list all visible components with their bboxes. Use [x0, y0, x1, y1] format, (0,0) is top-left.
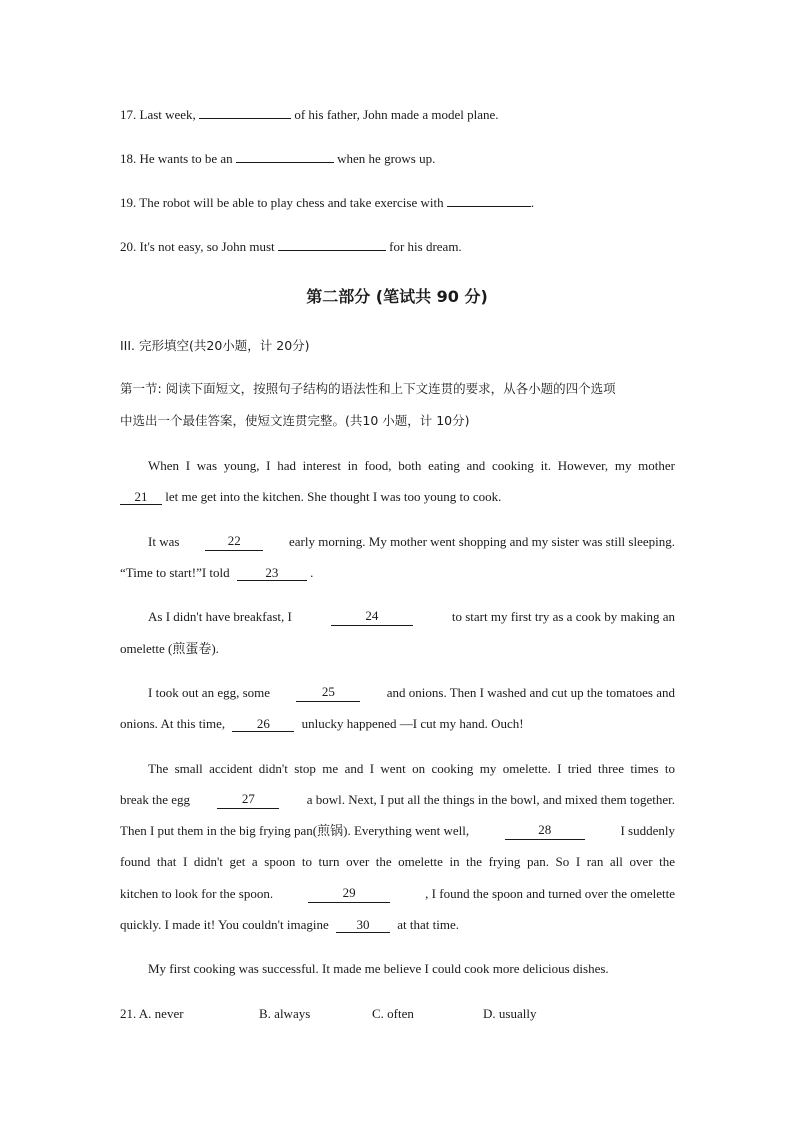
blank-25[interactable]: 25: [296, 684, 360, 702]
passage-p4-line2-pre: onions. At this time,: [120, 716, 226, 731]
passage-p5-line3: [120, 822, 675, 840]
passage-p5-line1: The small accident didn't stop me and I went on cooking my omelette. I tried three times to: [148, 761, 675, 776]
passage-p5-line3-post: I suddenly: [620, 823, 675, 838]
q17-text-pre: 17. Last week,: [120, 107, 196, 122]
question-18: [120, 148, 675, 168]
passage-p4-line1: [148, 684, 675, 702]
passage-p5-line5-post: , I found the spoon and turned over the omelette: [425, 886, 675, 901]
question-19: [120, 192, 675, 212]
blank-26[interactable]: 26: [232, 716, 294, 732]
passage-p3-line1: [148, 608, 675, 626]
passage-p2-line2: [120, 564, 675, 582]
passage-p3-line1-pre: As I didn't have breakfast, I: [148, 609, 292, 624]
passage-p5-line2: [120, 791, 675, 809]
passage-p2-line1: [148, 533, 675, 551]
q19-text-pre: 19. The robot will be able to play chess and take exercise with: [120, 195, 444, 210]
question-17: [120, 104, 675, 124]
passage-p3-line2: omelette (煎蛋卷).: [120, 641, 219, 656]
blank-23[interactable]: 23: [237, 565, 307, 581]
passage-p5-line4: found that I didn't get a spoon to turn over the omelette in the frying pan. So I ran all over the: [120, 854, 675, 869]
passage-p4-line2-post: unlucky happened —I cut my hand. Ouch!: [301, 716, 524, 731]
q19-blank[interactable]: [447, 192, 531, 207]
passage-p3-line1-post: to start my first try as a cook by making an: [451, 609, 675, 624]
passage-p5-line6-post: at that time.: [397, 917, 459, 932]
passage-p5-line6: [120, 916, 675, 934]
blank-21[interactable]: 21: [120, 489, 162, 505]
blank-30[interactable]: 30: [336, 917, 390, 933]
passage-p2-line2-post: .: [310, 565, 314, 580]
blank-29[interactable]: 29: [308, 885, 390, 903]
passage-p4-line2: [120, 715, 675, 733]
passage-p5-line5: [120, 885, 675, 903]
passage-p5-line6-pre: quickly. I made it! You couldn't imagine: [120, 917, 329, 932]
passage-p2-line1-post: early morning. My mother went shopping and my sister was still sleeping.: [289, 534, 675, 549]
passage-p5-line3-pre: Then I put them in the big frying pan(煎锅). Everything went well,: [120, 823, 470, 838]
blank-27[interactable]: 27: [217, 791, 279, 809]
q17-blank[interactable]: [199, 104, 291, 119]
blank-22[interactable]: 22: [205, 533, 263, 551]
q21-option-d[interactable]: D. usually: [483, 1006, 537, 1021]
passage-p1-line2-text: let me get into the kitchen. She thought I was too young to cook.: [165, 489, 502, 504]
q21-option-c[interactable]: C. often: [372, 1006, 414, 1021]
q21-option-b[interactable]: B. always: [259, 1006, 311, 1021]
q20-blank[interactable]: [278, 236, 386, 251]
blank-28[interactable]: 28: [505, 822, 585, 840]
passage-p4-line1-post: and onions. Then I washed and cut up the tomatoes and: [386, 685, 675, 700]
q20-text-post: for his dream.: [389, 239, 462, 254]
passage-p2-line1-pre: It was: [148, 534, 180, 549]
section-title: 第二部分 (笔试共 90 分): [306, 287, 488, 306]
q21-option-a[interactable]: 21. A. never: [120, 1006, 184, 1021]
section-3-heading: III. 完形填空(共20小题，计 20分): [120, 338, 310, 353]
q20-text-pre: 20. It's not easy, so John must: [120, 239, 275, 254]
passage-p1-line1: When I was young, I had interest in food, both eating and cooking it. However, my mother: [148, 458, 675, 473]
question-20: [120, 236, 675, 256]
blank-24[interactable]: 24: [331, 608, 413, 626]
q18-text-pre: 18. He wants to be an: [120, 151, 233, 166]
passage-p5-line2-post: a bowl. Next, I put all the things in the bowl, and mixed them together.: [306, 792, 675, 807]
passage-p6: My first cooking was successful. It made me believe I could cook more delicious dishes.: [148, 961, 609, 976]
instructions-line-1: 第一节: 阅读下面短文，按照句子结构的语法性和上下文连贯的要求，从各小题的四个选项: [120, 381, 616, 396]
passage-p5-line2-pre: break the egg: [120, 792, 191, 807]
passage-p2-line2-pre: “Time to start!”I told: [120, 565, 230, 580]
instructions-line-2: 中选出一个最佳答案，使短文连贯完整。(共10 小题，计 10分): [120, 413, 470, 428]
q18-text-post: when he grows up.: [337, 151, 436, 166]
q17-text-post: of his father, John made a model plane.: [294, 107, 499, 122]
passage-p4-line1-pre: I took out an egg, some: [148, 685, 271, 700]
passage-p1-line2: [120, 488, 675, 506]
passage-p5-line5-pre: kitchen to look for the spoon.: [120, 886, 274, 901]
q18-blank[interactable]: [236, 148, 334, 163]
q19-text-post: .: [530, 195, 535, 210]
